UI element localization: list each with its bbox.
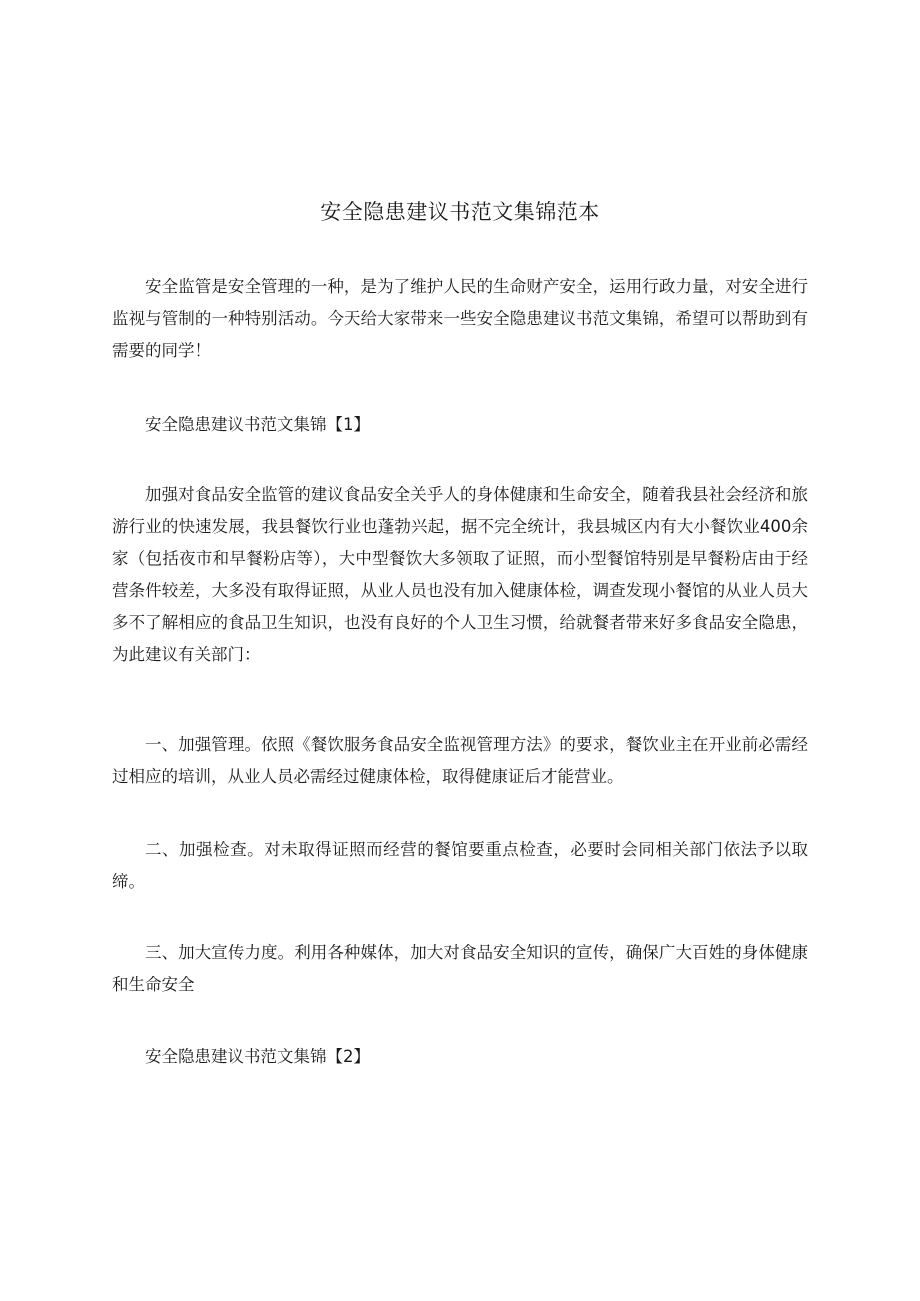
section-1-item-1: 一、加强管理。依照《餐饮服务食品安全监视管理方法》的要求，餐饮业主在开业前必需经过相应的培训，从业人员必需经过健康体检，取得健康证后才能营业。 xyxy=(112,735,808,786)
section-1-paragraph: 加强对食品安全监管的建议食品安全关乎人的身体健康和生命安全，随着我县社会经济和旅游行业的快速发展，我县餐饮行业也蓬勃兴起，据不完全统计，我县城区内有大小餐饮业400余家（包括夜市和早餐粉店等），大中型餐饮大多领取了证照，而小型餐馆特别是早餐粉店由于经营条件较差，大多没有取得证照，从业人员也没有加入健康体检，调查发现小餐馆的从业人员大多不了解相应的食品卫生知识，也没有良好的个人卫生习惯，给就餐者带来好多食品安全隐患，为此建议有关部门： xyxy=(112,485,808,664)
document-title: 安全隐患建议书范文集锦范本 xyxy=(320,200,600,224)
section-2-heading: 安全隐患建议书范文集锦【2】 xyxy=(145,1047,370,1066)
section-1-item-3: 三、加大宣传力度。利用各种媒体，加大对食品安全知识的宣传，确保广大百姓的身体健康和生命安全 xyxy=(112,943,808,994)
section-1-item-2: 二、加强检查。对未取得证照而经营的餐馆要重点检查，必要时会同相关部门依法予以取缔。 xyxy=(112,840,808,891)
intro-paragraph: 安全监管是安全管理的一种，是为了维护人民的生命财产安全，运用行政力量，对安全进行监视与管制的一种特别活动。今天给大家带来一些安全隐患建议书范文集锦，希望可以帮助到有需要的同学！ xyxy=(112,277,808,360)
section-1-heading: 安全隐患建议书范文集锦【1】 xyxy=(145,415,370,434)
